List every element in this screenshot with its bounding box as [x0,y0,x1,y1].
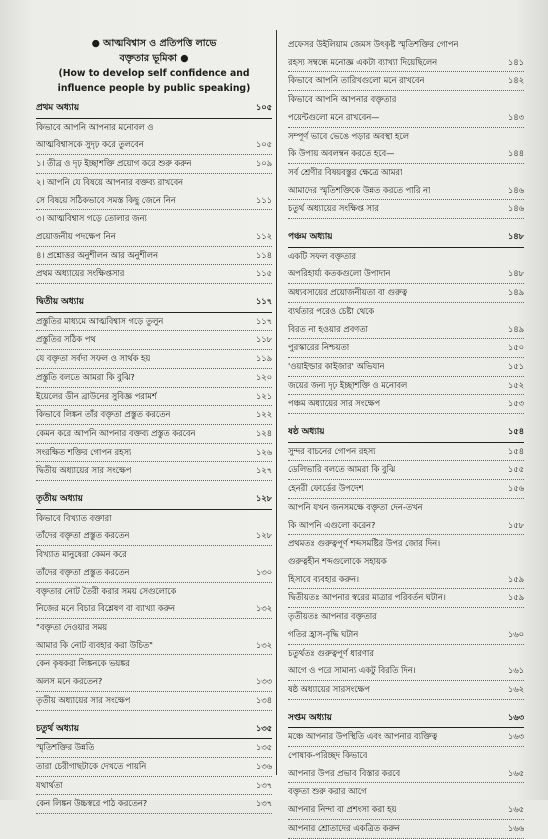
toc-entry [288,645,524,663]
page-number: ১৬০ [507,628,524,639]
toc-entry [288,571,524,590]
entry-title: একটি সফল বক্তৃতার [288,250,356,261]
entry-title: তৃতীয়তঃ আপনার বক্তৃতার [288,611,377,622]
toc-list-right [288,36,524,839]
entry-title: 'ওয়াইল্ডার কাইজার' অভিযান [288,360,385,371]
entry-title: পোষাক-পরিচ্ছদ কিভাবে [288,750,368,761]
entry-title: পয়েন্টগুলো মনে রাখবেন— [288,111,380,122]
entry-title: বক্তৃতা শুরু করার আগে [288,786,367,797]
toc-list-left [36,99,272,814]
page-number: ১৪৩ [507,111,524,122]
page-number: ১৬২ [507,683,524,694]
entry-title: চতুর্থ অধ্যায় [36,723,79,734]
entry-title: প্রস্তুতির সঠিক পথ [36,334,96,345]
toc-entry [288,72,524,91]
toc-entry [288,681,524,700]
toc-entry [288,91,524,109]
page-number: ১৬১ [507,665,524,676]
chapter-heading [288,228,524,248]
entry-title: ইয়েলের ডীন ব্রাউনের সুবিজ্ঞ পরামর্শ [36,390,157,401]
toc-entry [288,820,524,839]
entry-title: সংরক্ষিত শক্তির গোপন রহস্য [36,446,132,457]
toc-entry [288,517,524,536]
page-number: ১২৭ [255,465,272,476]
entry-title: আপনার শ্রোতাদের একত্রিত করুন [288,822,400,833]
entry-title: অলস মনে করতেন? [36,676,103,687]
entry-title: তাঁদের বক্তৃতা প্রস্তুত করতেন [36,530,130,541]
entry-title: প্রস্তুতির মাধ্যমে আত্মবিশ্বাস গড়ে তুলুন [36,315,164,326]
page-number: ১৪৬ [507,184,524,195]
page-number: ১৪৮ [507,268,524,279]
entry-title: চতুর্থতঃ গুরুত্বপূর্ণ ধারণার [288,647,374,658]
toc-entry [36,673,272,692]
entry-title: আগে ও পরে সামান্য একটু বিরতি দিন। [288,665,416,676]
toc-entry [288,626,524,645]
toc-entry [36,350,272,369]
page-number: ১৪২ [507,75,524,86]
entry-title: সম্পূর্ণ ভাবে ভেঙে পড়ার অবস্থা হলে [288,130,409,141]
page-number: ১৬৩ [507,731,524,742]
toc-entry [288,801,524,820]
entry-title: মঞ্চে আপনার উপস্থিতি এবং আপনার ব্যক্তিত্ব [288,731,438,742]
chapter-heading [288,709,524,729]
entry-title: আত্মবিশ্বাসকে সুদৃঢ় করে তুলবেন [36,139,144,150]
entry-title: "বক্তৃতা দেওয়ার সময় [36,621,108,632]
entry-title: আপনার নিন্দা বা প্রশংসা করা হয় [288,804,397,815]
toc-entry [288,284,524,303]
toc-entry [36,313,272,332]
entry-title: প্রফেসর উইলিয়াম জেমস উৎকৃষ্ট স্মৃতিশক্তির গোপন [288,39,459,49]
entry-title: সুন্দর বাচনের গোপন রহস্য [288,445,376,456]
toc-entry [36,247,272,266]
right-column [288,36,524,839]
page-number: ১৬৩ [507,711,524,722]
page-number: ১৫৫ [507,464,524,475]
chapter-heading [36,99,272,119]
toc-entry [36,331,272,350]
page-number: ১২৪ [255,427,272,438]
page-number: ১৩৭ [255,779,272,790]
chapter-heading [36,293,272,313]
toc-entry [288,182,524,201]
toc-entry [36,406,272,425]
entry-title: রহস্য সম্বন্ধে মনোজ্ঞ একটা ব্যাখ্যা দিয়েছিলেন [288,56,438,67]
toc-entry [288,377,524,396]
entry-title: তাঁদের বক্তৃতা প্রস্তুত করতেন [36,566,130,577]
section-gap [288,219,524,225]
page-number: ১৬৫ [507,804,524,815]
page-number: ১৩৫ [255,742,272,753]
page-number: ১২৬ [255,446,272,457]
section-header [36,36,272,96]
entry-title: গুরুত্বহীন শব্দগুলোকে সহায়ক [288,555,387,566]
toc-entry [288,608,524,626]
page-number: ১৫৯ [507,592,524,603]
entry-title: কিভাবে আপনি আপনার মনোবল ও [36,121,154,132]
page-number: ১২০ [255,371,272,382]
toc-entry [288,783,524,801]
toc-entry [288,54,524,73]
entry-title: কেমন করে আপনি আপনার বক্তব্য প্রস্তুত করবেন [36,427,196,438]
toc-entry [288,553,524,571]
page-number: ১৪৮ [507,231,524,242]
entry-title: ষষ্ঠ অধ্যায়ের সারসংক্ষেপ [288,683,370,694]
bullet-icon: ● [91,38,100,49]
page-number: ১৫৯ [507,573,524,584]
toc-entry [36,136,272,155]
toc-entry [288,248,524,266]
page-number: ১১৫ [255,268,272,279]
toc-entry [36,210,272,228]
toc-entry [288,164,524,182]
toc-entry [288,321,524,340]
page-number: ১৪৬ [507,203,524,214]
page-number: ১০৯ [255,158,272,169]
entry-title: কেন কৃষকরা লিঙ্কনকে ভয়ঙ্কর [36,658,130,669]
header-en-line1: (How to develop self confidence and [58,68,250,79]
toc-entry [36,192,272,211]
toc-entry [36,795,272,814]
entry-title: প্রথমতঃ গুরুত্বপূর্ণ শব্দসমষ্টির উপর জোর দিন। [288,538,441,549]
toc-entry [36,388,272,407]
entry-title: দ্বিতীয় অধ্যায়ের সার সংক্ষেপ [36,465,132,476]
toc-entry [36,228,272,247]
toc-entry [36,777,272,796]
entry-title: বক্তৃতার নোট তৈরী করার সময় সেগুলোকে [36,585,177,596]
entry-title: দ্বিতীয় অধ্যায় [36,297,84,308]
page-number: ১১১ [255,194,272,205]
page-number: ১০৫ [255,102,272,112]
toc-entry [288,265,524,284]
page-number: ১৩৪ [255,694,272,705]
entry-title: অধ্যবসায়ের প্রয়োজনীয়তা বা গুরুত্ব [288,287,408,298]
header-bn-line1: আত্মবিশ্বাস ও প্রতিপত্তি লাভে [103,38,217,49]
entry-title: কিভাবে বিখ্যাত বক্তারা [36,512,112,523]
entry-title: যথার্থতা [36,779,63,790]
page-number: ১৬৬ [507,822,524,833]
page-number: ১৫২ [507,379,524,390]
entry-title: আমাদের স্মৃতিশক্তিকে উন্নত করতে পারি না [288,184,431,195]
toc-entry [288,747,524,765]
section-gap [288,700,524,706]
toc-entry [36,758,272,777]
toc-entry [288,765,524,784]
entry-title: বিরত না হওয়ার প্রবণতা [288,323,368,334]
page-number: ১১৭ [255,315,272,326]
page-number: ১৫৩ [507,398,524,409]
toc-entry [36,155,272,174]
entry-title: তারা চেরীগাছটাকে দেখতে পায়নি [36,760,147,771]
toc-entry [288,461,524,480]
entry-title: পুরস্কারের নিশ্চয়তা [288,342,350,353]
toc-entry [36,369,272,388]
page-number: ১২১ [255,390,272,401]
toc-entry [36,265,272,284]
entry-title: প্রথম অধ্যায়ের সংক্ষিপ্তসার [36,268,125,279]
entry-title: পঞ্চম অধ্যায়ের সার সংক্ষেপ [288,398,381,409]
page-number: ১১৯ [255,353,272,364]
page-number: ১২৮ [255,493,272,504]
entry-title: স্মৃতিশক্তির উন্নতি [36,742,95,753]
page-number: ১৪৪ [507,148,524,159]
entry-title: ১। তীব্র ও দৃঢ় ইচ্ছাশক্তি প্রয়োগ করে শুরু করুন [36,158,192,169]
toc-entry [36,655,272,673]
toc-entry [288,339,524,358]
page-number: ১০৫ [255,139,272,150]
toc-entry [288,535,524,553]
toc-entry [36,564,272,583]
entry-title: ব্যর্থতার পরেও চেষ্টা থেকে [288,305,375,316]
section-gap [288,414,524,420]
left-column [36,36,272,814]
entry-title: দ্বিতীয়তঃ আপনার স্বরের মাত্রার পরিবর্তন ঘটান। [288,592,446,603]
entry-title: ৩। আত্মবিশ্বাস গড়ে তোলার জন্য [36,213,147,224]
entry-title: প্রথম অধ্যায় [36,103,80,113]
toc-entry [288,36,524,54]
toc-entry [36,462,272,481]
page-number: ১৬৫ [507,767,524,778]
page-number: ১৫৬ [507,483,524,494]
entry-title: প্রস্তুতি বলতে আমরা কি বুঝি? [36,371,135,382]
entry-title: সর্ব শ্রেণীর বিষয়বস্তুর ক্ষেত্রে আমরা [288,166,403,177]
page-number: ১১৪ [255,249,272,260]
page-number: ১৫০ [507,342,524,353]
page-number: ১৫৪ [507,445,524,456]
toc-entry [36,510,272,528]
page-number: ১৫১ [507,360,524,371]
page-number: ১৩০ [255,566,272,577]
toc-entry [288,200,524,219]
entry-title: আপনি যখন জনসমক্ষে বক্তৃতা দেন-তখন [288,501,423,512]
toc-entry [288,499,524,517]
toc-entry [36,527,272,546]
entry-title: পঞ্চম অধ্যায় [288,232,333,243]
entry-title: সপ্তম অধ্যায় [288,712,332,723]
entry-title: ২। আপনি যে বিষয়ে আপনার বক্তব্য রাখবেন [36,176,184,187]
entry-title: জয়ের জন্য দৃঢ় ইচ্ছাশক্তি ও মনোবল [288,379,408,390]
page-number: ১৫৪ [507,426,524,437]
bullet-icon: ● [180,53,189,64]
entry-title: আমার কি নোট ব্যবহার করা উচিত" [36,639,153,650]
section-gap [36,284,272,290]
entry-title: চতুর্থ অধ্যায়ের সংক্ষিপ্ত সার [288,203,379,214]
toc-entry [288,145,524,164]
entry-title: হেনরী ফোর্ডের উপদেশ [288,483,364,494]
page-number: ১৩৬ [255,760,272,771]
page-number: ১৩৫ [255,722,272,733]
header-bn-line2: বক্তৃতার ভূমিকা [119,53,177,64]
toc-entry [36,692,272,711]
page-number: ১১৮ [255,334,272,345]
entry-title: সে বিষয়ে সঠিকভাবে সমস্ত কিছু জেনে নিন [36,194,176,205]
toc-entry [288,395,524,414]
page-number: ১৩৭ [255,798,272,809]
chapter-heading [36,490,272,510]
column-divider [276,30,277,775]
toc-entry [288,728,524,747]
toc-entry [36,444,272,463]
entry-title: কিভাবে লিঙ্কন তাঁর বক্তৃতা প্রস্তুত করতেন [36,409,171,420]
entry-title: কিভাবে আপনি আপনার বক্তৃতার [288,94,397,105]
page-number: ১৪১ [507,56,524,67]
entry-title: কি আপনি এগুলো করেন? [288,519,376,530]
chapter-heading [288,423,524,443]
page-number: ১১২ [255,230,272,241]
entry-title: হিসাবে ব্যবহার করুন। [288,573,359,584]
toc-entry [36,619,272,637]
toc-entry [288,480,524,499]
toc-entry [288,358,524,377]
page-number: ১৩২ [255,639,272,650]
page-number: ১৩৩ [255,676,272,687]
entry-title: ডেলিভারি বলতে আমরা কি বুঝি [288,464,396,475]
section-gap [36,481,272,487]
page-number: ১৪৯ [507,323,524,334]
entry-title: ৪। প্রশ্নোত্তর অনুশীলন আর অনুশীলন [36,249,158,260]
toc-entry [36,425,272,444]
page-number: ১২৮ [255,530,272,541]
toc-entry [288,662,524,681]
chapter-heading [36,720,272,740]
toc-entry [288,128,524,146]
entry-title: নিজের মনে বিচার বিশ্লেষণ বা ব্যাখ্যা করুন [36,603,175,614]
page-number: ১৪৯ [507,287,524,298]
entry-title: গতির হ্রাস-বৃদ্ধি ঘটান [288,628,359,639]
page-number: ১২২ [255,409,272,420]
entry-title: আপনার উপর প্রভাব বিস্তার করবে [288,767,401,778]
entry-title: প্রয়োজনীয় পদক্ষেপ নিন [36,230,116,241]
toc-entry [36,174,272,192]
toc-entry [36,739,272,758]
page-number: ১৩২ [255,603,272,614]
toc-entry [36,583,272,601]
entry-title: কি উপায় অবলম্বন করতে হবে— [288,148,395,159]
entry-title: ষষ্ঠ অধ্যায় [288,427,325,438]
toc-entry [36,119,272,137]
toc-entry [36,546,272,564]
page-number: ১১৭ [255,296,272,307]
toc-entry [36,637,272,656]
toc-entry [288,443,524,462]
entry-title: বিখ্যাত মানুষেরা কেমন করে [36,549,127,560]
entry-title: যে বক্তৃতা সর্বদা সফল ও সার্থক হয় [36,353,151,364]
toc-entry [288,303,524,321]
toc-entry [288,589,524,608]
toc-entry [36,600,272,619]
page-number: ১৫৮ [507,519,524,530]
entry-title: অপরিহার্য্য কতকগুলো উপাদান [288,268,391,279]
header-en-line2: influence people by public speaking) [57,83,251,94]
toc-entry [288,109,524,128]
entry-title: তৃতীয় অধ্যায় [36,494,83,505]
entry-title: কিভাবে আপনি তারিখগুলো মনে রাখবেন [288,75,425,86]
entry-title: কেন লিঙ্কন উচ্চস্বরে পাঠ করতেন? [36,798,148,809]
section-gap [36,711,272,717]
entry-title: তৃতীয় অধ্যায়ের সার সংক্ষেপ [36,694,131,705]
